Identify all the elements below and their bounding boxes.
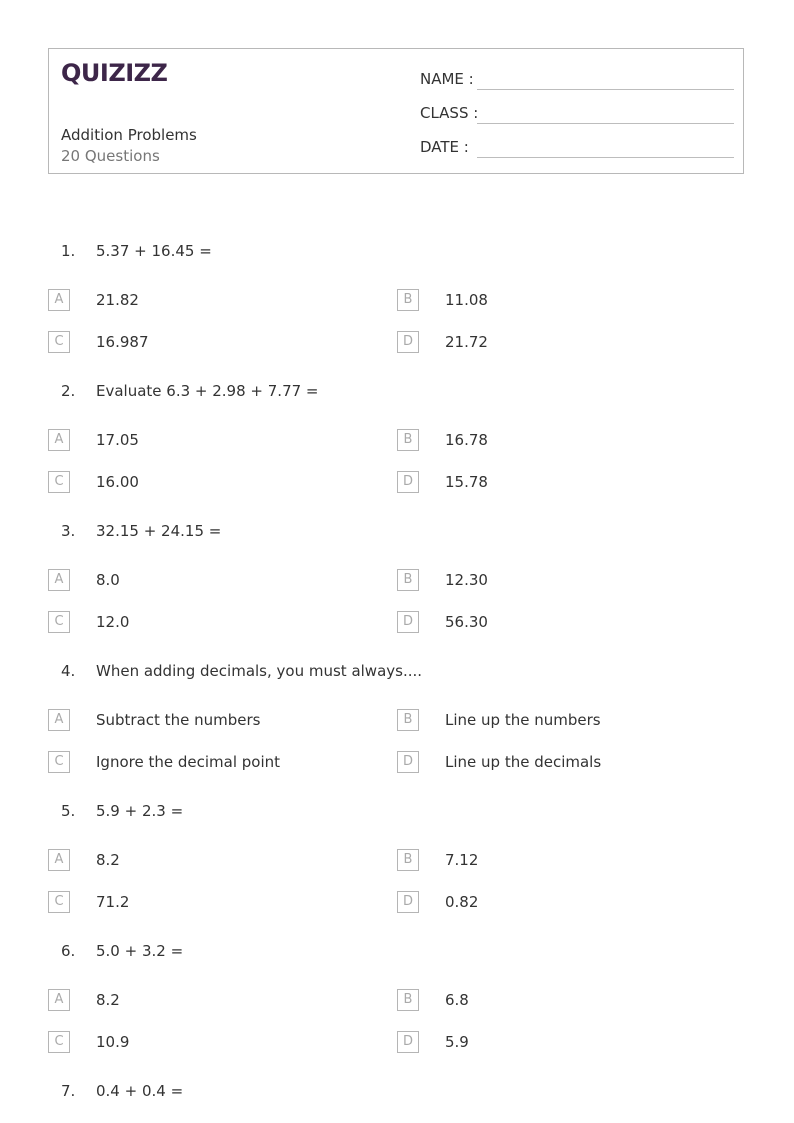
q4-option-a[interactable] <box>48 709 378 733</box>
option-letter-box: B <box>397 429 419 451</box>
option-text: Line up the decimals <box>445 753 602 771</box>
option-text: Ignore the decimal point <box>96 753 281 771</box>
question-number: 2. <box>61 382 76 400</box>
option-text: 12.30 <box>445 571 488 589</box>
question-6 <box>0 942 794 964</box>
question-1 <box>0 242 794 264</box>
option-letter-box: C <box>48 611 70 633</box>
class-line[interactable] <box>477 123 734 124</box>
question-count: 20 Questions <box>61 147 160 165</box>
option-text: 8.2 <box>96 991 120 1009</box>
option-text: 8.2 <box>96 851 120 869</box>
option-text: 10.9 <box>96 1033 130 1051</box>
option-letter-box: D <box>397 611 419 633</box>
question-number: 7. <box>61 1082 76 1100</box>
question-2 <box>0 382 794 404</box>
option-text: 11.08 <box>445 291 488 309</box>
q3-option-c[interactable] <box>48 611 378 635</box>
q4-option-c[interactable] <box>48 751 378 775</box>
question-number: 6. <box>61 942 76 960</box>
name-line[interactable] <box>477 89 734 90</box>
option-letter-box: D <box>397 1031 419 1053</box>
option-text: 56.30 <box>445 613 488 631</box>
option-letter-box: B <box>397 849 419 871</box>
option-letter-box: C <box>48 751 70 773</box>
option-text: 15.78 <box>445 473 488 491</box>
option-letter-box: C <box>48 471 70 493</box>
option-letter-box: B <box>397 569 419 591</box>
option-text: 7.12 <box>445 851 479 869</box>
option-text: 16.00 <box>96 473 139 491</box>
q1-option-a[interactable] <box>48 289 378 313</box>
question-text: 5.0 + 3.2 = <box>96 942 184 960</box>
name-field[interactable] <box>420 68 734 90</box>
question-number: 5. <box>61 802 76 820</box>
date-line[interactable] <box>477 157 734 158</box>
q5-option-a[interactable] <box>48 849 378 873</box>
question-5 <box>0 802 794 824</box>
question-number: 1. <box>61 242 76 260</box>
option-letter-box: C <box>48 1031 70 1053</box>
option-text: 16.987 <box>96 333 149 351</box>
class-field[interactable] <box>420 102 734 124</box>
q2-option-c[interactable] <box>48 471 378 495</box>
q6-option-b[interactable] <box>397 989 727 1013</box>
option-text: 16.78 <box>445 431 488 449</box>
option-text: 0.82 <box>445 893 479 911</box>
option-text: Subtract the numbers <box>96 711 261 729</box>
date-field[interactable] <box>420 136 734 158</box>
option-letter-box: A <box>48 569 70 591</box>
question-4 <box>0 662 794 684</box>
option-text: 5.9 <box>445 1033 469 1051</box>
option-letter-box: D <box>397 331 419 353</box>
q4-option-d[interactable] <box>397 751 727 775</box>
question-number: 4. <box>61 662 76 680</box>
option-letter-box: A <box>48 429 70 451</box>
date-label: DATE : <box>420 138 469 156</box>
option-text: Line up the numbers <box>445 711 601 729</box>
q5-option-d[interactable] <box>397 891 727 915</box>
option-text: 21.72 <box>445 333 488 351</box>
option-letter-box: A <box>48 289 70 311</box>
question-text: When adding decimals, you must always.... <box>96 662 423 680</box>
option-letter-box: A <box>48 709 70 731</box>
option-text: 8.0 <box>96 571 120 589</box>
question-text: 5.37 + 16.45 = <box>96 242 212 260</box>
option-letter-box: B <box>397 709 419 731</box>
option-letter-box: B <box>397 989 419 1011</box>
worksheet-header <box>48 48 744 174</box>
q6-option-d[interactable] <box>397 1031 727 1055</box>
q2-option-b[interactable] <box>397 429 727 453</box>
question-number: 3. <box>61 522 76 540</box>
q5-option-b[interactable] <box>397 849 727 873</box>
option-text: 17.05 <box>96 431 139 449</box>
question-3 <box>0 522 794 544</box>
option-text: 71.2 <box>96 893 130 911</box>
option-letter-box: A <box>48 989 70 1011</box>
worksheet-title: Addition Problems <box>61 126 197 144</box>
q6-option-c[interactable] <box>48 1031 378 1055</box>
option-letter-box: B <box>397 289 419 311</box>
q5-option-c[interactable] <box>48 891 378 915</box>
question-text: Evaluate 6.3 + 2.98 + 7.77 = <box>96 382 319 400</box>
option-letter-box: A <box>48 849 70 871</box>
q3-option-d[interactable] <box>397 611 727 635</box>
class-label: CLASS : <box>420 104 479 122</box>
q2-option-d[interactable] <box>397 471 727 495</box>
option-letter-box: D <box>397 891 419 913</box>
q1-option-c[interactable] <box>48 331 378 355</box>
question-text: 0.4 + 0.4 = <box>96 1082 184 1100</box>
option-text: 21.82 <box>96 291 139 309</box>
option-letter-box: D <box>397 751 419 773</box>
q3-option-a[interactable] <box>48 569 378 593</box>
option-letter-box: C <box>48 331 70 353</box>
option-letter-box: D <box>397 471 419 493</box>
option-letter-box: C <box>48 891 70 913</box>
q3-option-b[interactable] <box>397 569 727 593</box>
quizizz-logo: QUIZIZZ <box>61 59 168 87</box>
question-7 <box>0 1082 794 1104</box>
q4-option-b[interactable] <box>397 709 727 733</box>
q2-option-a[interactable] <box>48 429 378 453</box>
q1-option-d[interactable] <box>397 331 727 355</box>
option-text: 6.8 <box>445 991 469 1009</box>
q6-option-a[interactable] <box>48 989 378 1013</box>
q1-option-b[interactable] <box>397 289 727 313</box>
question-text: 5.9 + 2.3 = <box>96 802 184 820</box>
option-text: 12.0 <box>96 613 130 631</box>
name-label: NAME : <box>420 70 474 88</box>
question-text: 32.15 + 24.15 = <box>96 522 222 540</box>
